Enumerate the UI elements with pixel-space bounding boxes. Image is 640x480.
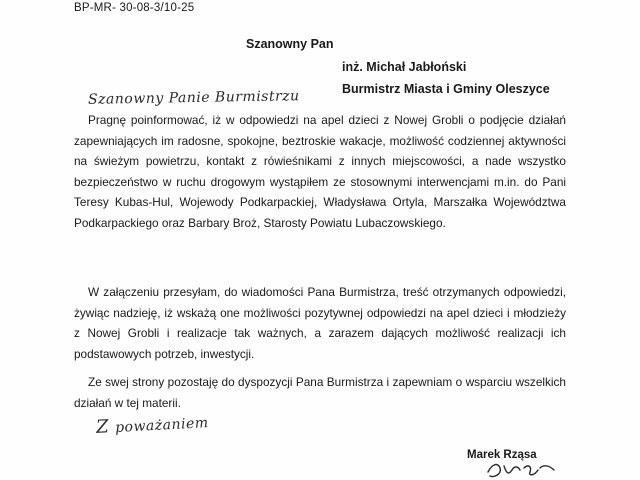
handwritten-greeting: Szanowny Panie Burmistrzu <box>87 88 300 108</box>
recipient-name: inż. Michał Jabłoński <box>342 60 467 74</box>
body-paragraph-1 <box>74 110 566 233</box>
closing-first: Z <box>95 416 110 438</box>
closing-rest: poważaniem <box>114 415 209 436</box>
handwritten-signature <box>470 458 560 480</box>
body-paragraph-2 <box>74 282 566 364</box>
paragraph-1-text: Pragnę poinformować, iż w odpowiedzi na apel dzieci z Nowej Grobli o podjęcie działań zapewniających im radosne, spokojne, beztroskie wakacje, możliwość codziennej aktywności na świeżym powietrzu, kontakt z rówieśnikami z innych miejscowości, a nade wszystko bezpieczeństwo w ruchu drogowym wystąpiłem ze stosownymi interwencjami m.in. do Pani Teresy Kubas-Hul, Wojewody Podkarpackiej, Władysława Ortyla, Marszałka Województwa Podkarpackiego oraz Barbary Broż, Starosty Powiatu Lubaczowskiego. <box>74 113 566 230</box>
recipient-title: Burmistrz Miasta i Gminy Oleszyce <box>342 82 550 96</box>
paragraph-2-text: W załączeniu przesyłam, do wiadomości Pana Burmistrza, treść otrzymanych odpowiedzi, żywiąc nadzieję, iż wskażą one możliwości pozytywnej odpowiedzi na apel dzieci i młodzieży z Nowej Grobli i realizacje tak ważnych, a zarazem dających możliwość realizacji ich podstawowych potrzeb, inwestycji. <box>74 285 566 361</box>
body-paragraph-3 <box>74 372 566 413</box>
reference-number: BP-MR- 30-08-3/10-25 <box>74 2 195 14</box>
salutation-line-1: Szanowny Pan <box>246 37 334 51</box>
paragraph-3-text: Ze swej strony pozostaję do dyspozycji Pana Burmistrza i zapewniam o wsparciu wszelkich działań w tej materii. <box>74 375 566 410</box>
signer-name: Marek Rząsa <box>467 449 537 461</box>
handwritten-closing <box>96 411 209 438</box>
